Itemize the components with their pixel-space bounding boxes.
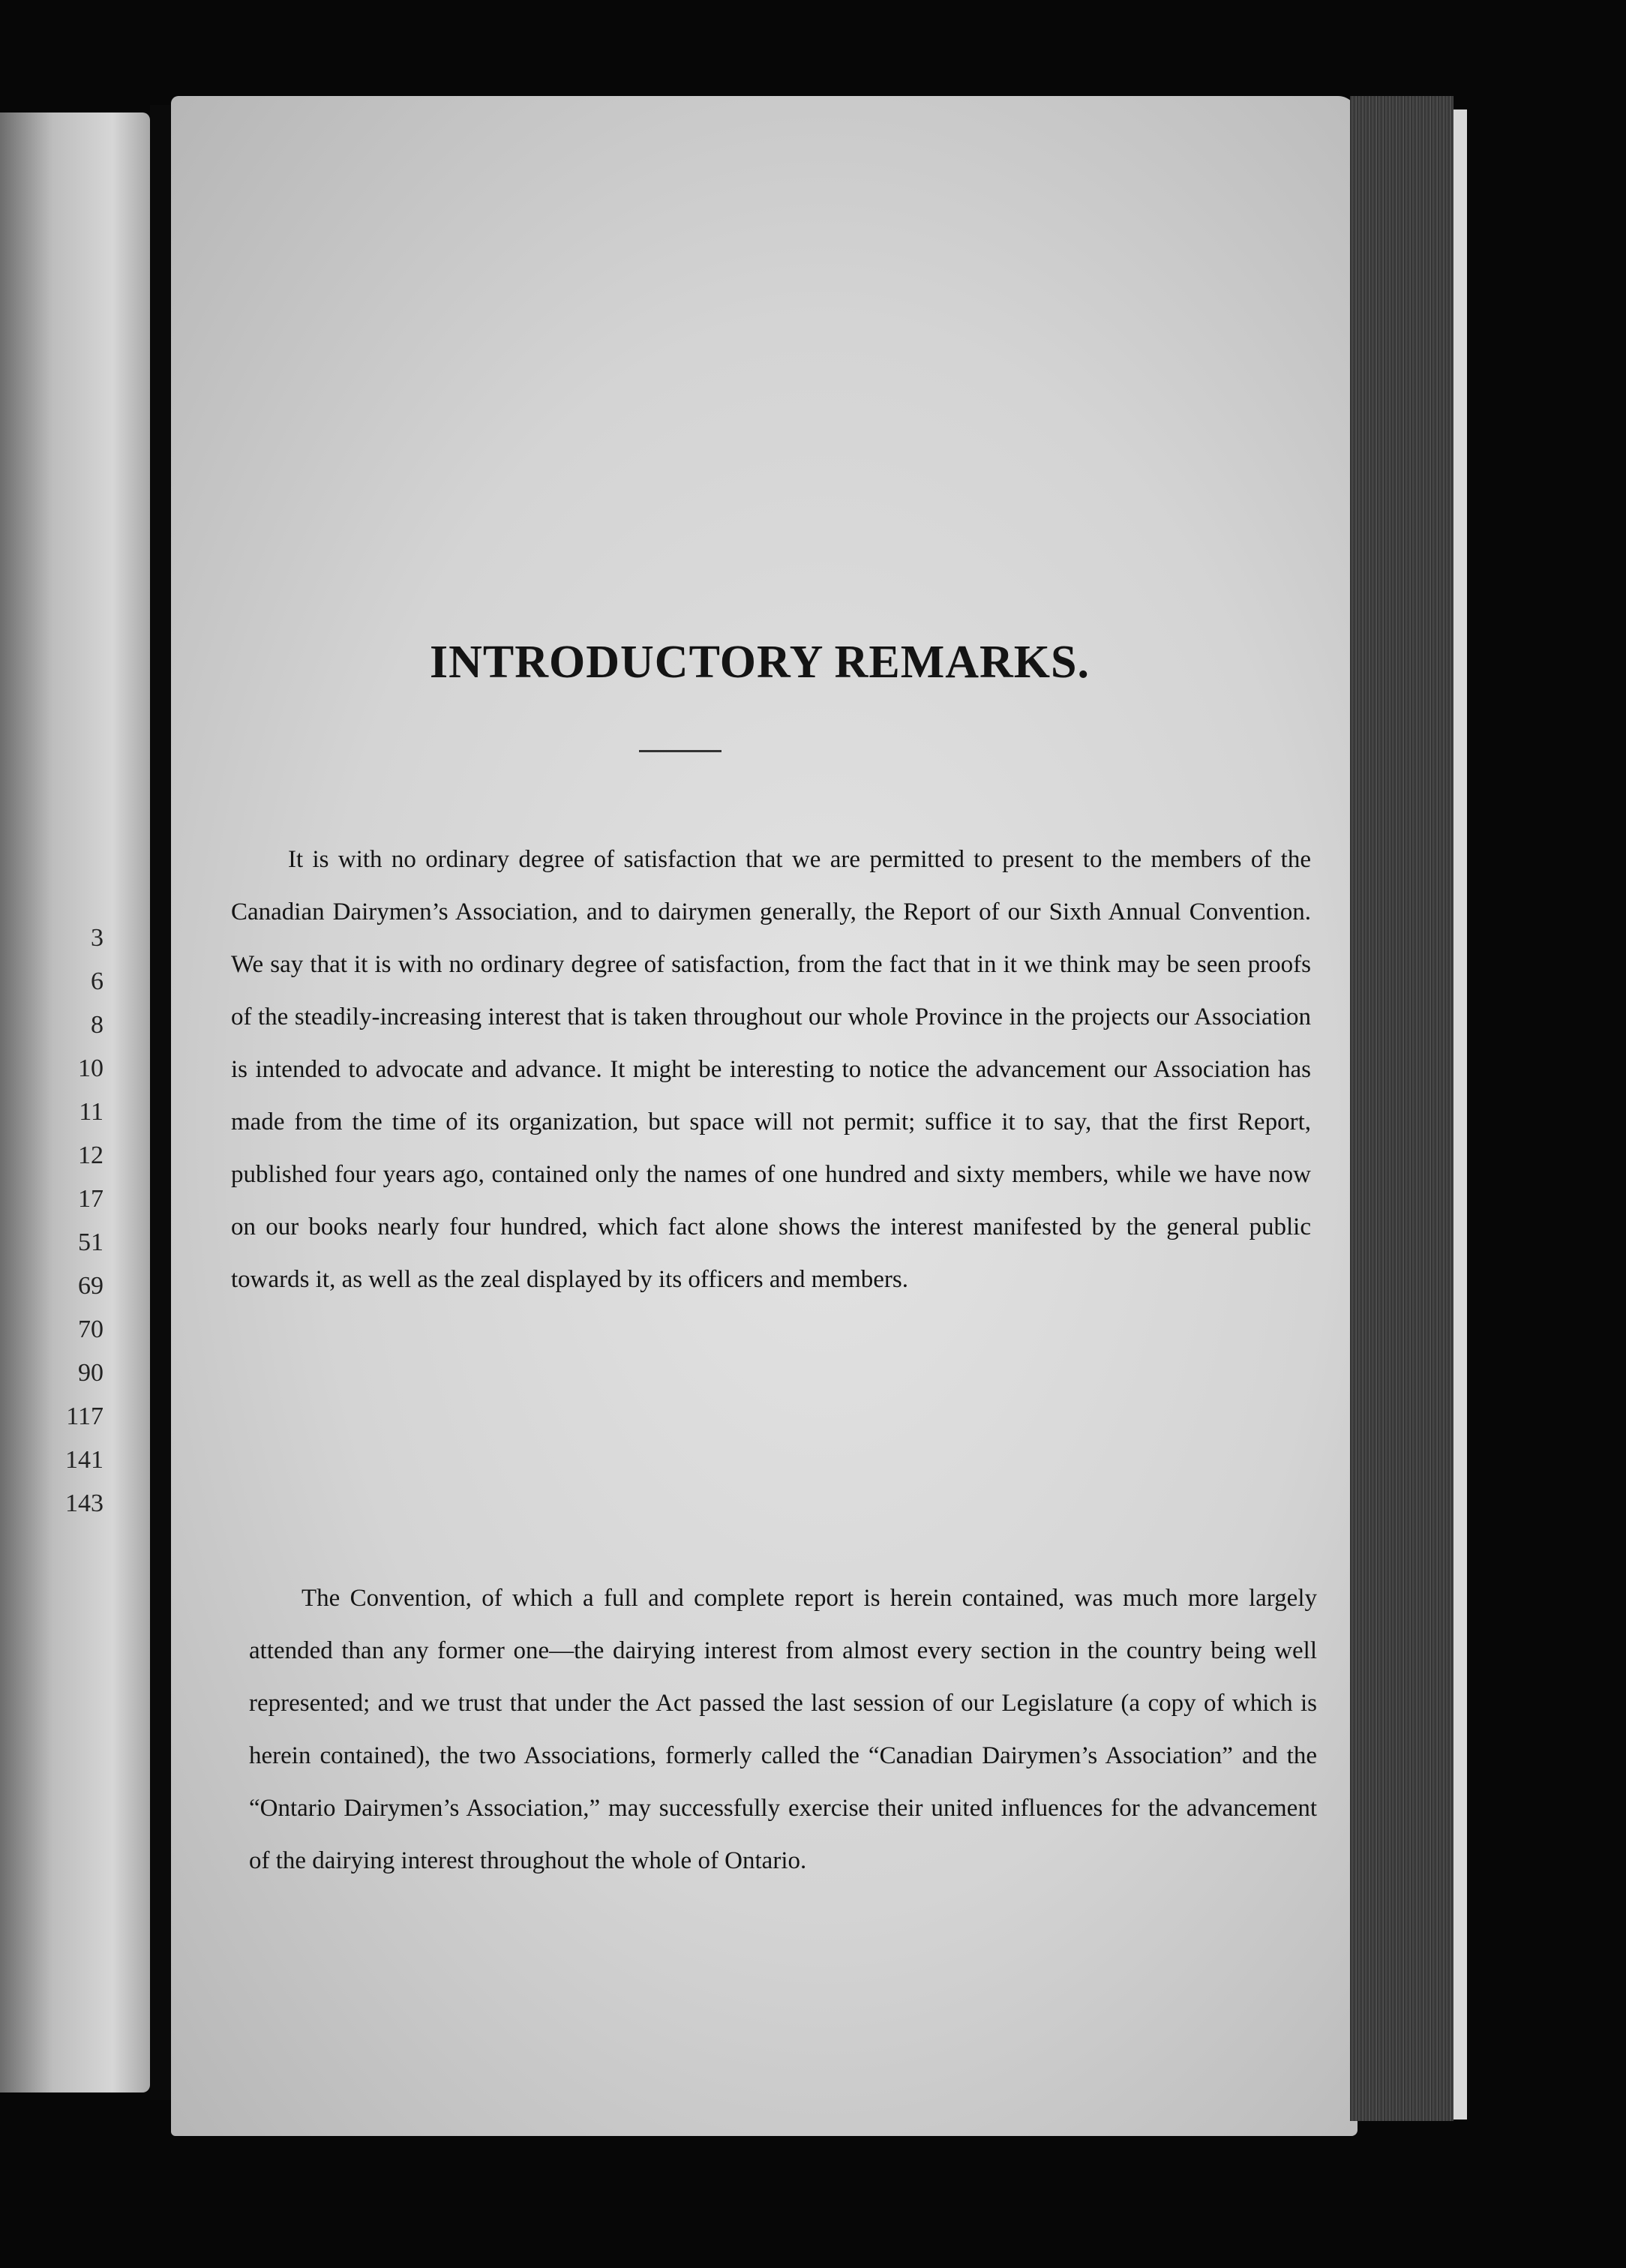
title-divider [639, 750, 722, 752]
main-page [171, 96, 1358, 2136]
page-content [171, 96, 1358, 2136]
book-gutter [150, 105, 171, 2100]
page-title: INTRODUCTORY REMARKS. [429, 637, 1090, 688]
left-page-number: 69 [78, 1272, 104, 1300]
left-page-number: 70 [78, 1316, 104, 1343]
left-page-number: 17 [78, 1185, 104, 1213]
left-page-number: 51 [78, 1228, 104, 1256]
left-page-number: 6 [91, 968, 104, 995]
left-page-number-list [58, 916, 104, 1526]
left-page-number: 12 [78, 1142, 104, 1169]
page-stack-edge [1350, 96, 1454, 2121]
left-page-number: 117 [66, 1402, 104, 1430]
paragraph-1: It is with no ordinary degree of satisfaction that we are permitted to present to the members of the Canadian Dairymen’s Association, and to dairymen generally, the Report of our Sixth Annual Convention. We say that it is with no ordinary degree of satisfaction, from the fact that in it we think may be seen proofs of the steadily-increasing interest that is taken throughout our whole Province in the projects our Association is intended to advocate and advance. It might be interesting to notice the advancement our Association has made from the time of its organization, but space will not permit; suffice it to say, that the first Report, published four years ago, contained only the names of one hundred and sixty members, while we have now on our books nearly four hundred, which fact alone shows the interest manifested by the general public towards it, as well as the zeal displayed by its officers and members. [231, 846, 1311, 1293]
left-page-number: 141 [65, 1446, 104, 1474]
left-page-number: 10 [78, 1054, 104, 1082]
left-page-number: 90 [78, 1359, 104, 1387]
book-cover-edge [1454, 110, 1467, 2120]
left-page-number: 8 [91, 1011, 104, 1039]
left-page-number: 3 [91, 924, 104, 952]
left-page-number: 143 [65, 1490, 104, 1517]
left-page-number: 11 [79, 1098, 104, 1126]
paragraph-2: The Convention, of which a full and complete report is herein contained, was much more largely attended than any former one—the dairying interest from almost every section in the country being well represented; and we trust that under the Act passed the last session of our Legislature (a copy of which is herein contained), the two Associations, formerly called the “Canadian Dairymen’s Association” and the “Ontario Dairymen’s Association,” may successfully exercise their united influences for the advancement of the dairying interest throughout the whole of Ontario. [249, 1585, 1317, 1874]
